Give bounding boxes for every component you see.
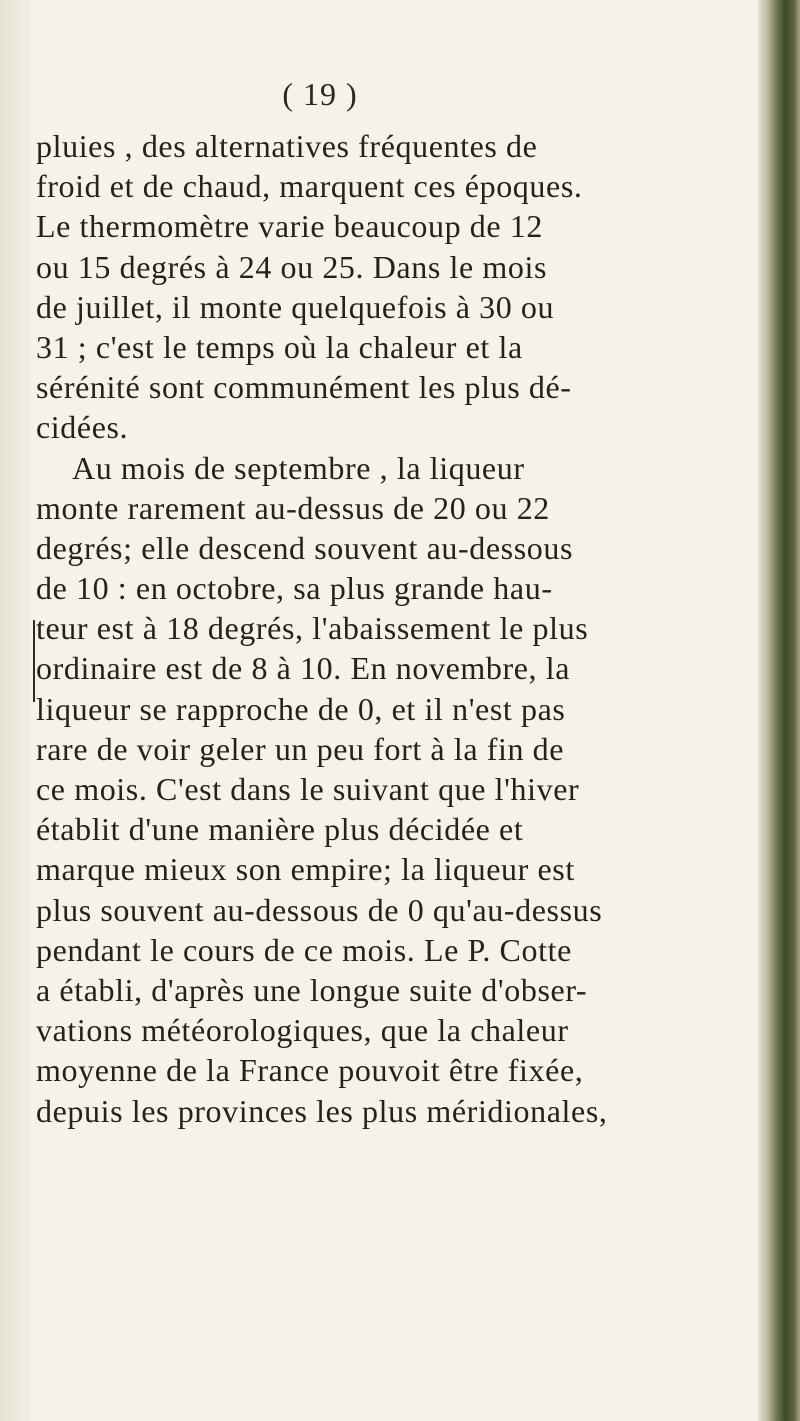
text-line: depuis les provinces les plus méridionales,: [36, 1092, 608, 1129]
text-line: degrés; elle descend souvent au-dessous: [36, 529, 574, 566]
text-line: monte rarement au-dessus de 20 ou 22: [36, 489, 550, 526]
text-line: teur est à 18 degrés, l'abaissement le plus: [36, 610, 589, 647]
text-line: 31 ; c'est le temps où la chaleur et la: [36, 328, 523, 365]
text-line: liqueur se rapproche de 0, et il n'est pas: [36, 690, 566, 727]
text-line: pendant le cours de ce mois. Le P. Cotte: [36, 931, 572, 968]
text-line: Au mois de septembre , la liqueur: [72, 449, 525, 486]
page-left-edge: [0, 0, 30, 1421]
text-line: moyenne de la France pouvoit être fixée,: [36, 1052, 584, 1089]
text-line: de juillet, il monte quelquefois à 30 ou: [36, 288, 555, 325]
text-line: ordinaire est de 8 à 10. En novembre, la: [36, 650, 571, 687]
text-line: vations météorologiques, que la chaleur: [36, 1012, 569, 1049]
text-line: ou 15 degrés à 24 ou 25. Dans le mois: [36, 248, 548, 285]
text-line: rare de voir geler un peu fort à la fin de: [36, 730, 565, 767]
text-line: Le thermomètre varie beaucoup de 12: [36, 208, 543, 245]
text-line: établit d'une manière plus décidée et: [36, 811, 524, 848]
text-line: pluies , des alternatives fréquentes de: [36, 128, 538, 164]
page-number: ( 19 ): [282, 76, 358, 112]
text-line: cidées.: [36, 409, 129, 446]
margin-bracket-mark: [33, 620, 35, 702]
text-line: froid et de chaud, marquent ces époques.: [36, 168, 583, 205]
text-line: sérénité sont communément les plus dé-: [36, 369, 572, 406]
text-line: de 10 : en octobre, sa plus grande hau-: [36, 570, 553, 607]
text-line: marque mieux son empire; la liqueur est: [36, 851, 575, 888]
body-text: [36, 126, 736, 1131]
page-binding-edge: [758, 0, 800, 1421]
text-line: a établi, d'après une longue suite d'obser-: [36, 971, 588, 1008]
text-line: plus souvent au-dessous de 0 qu'au-dessus: [36, 891, 603, 928]
text-line: ce mois. C'est dans le suivant que l'hiver: [36, 771, 580, 807]
